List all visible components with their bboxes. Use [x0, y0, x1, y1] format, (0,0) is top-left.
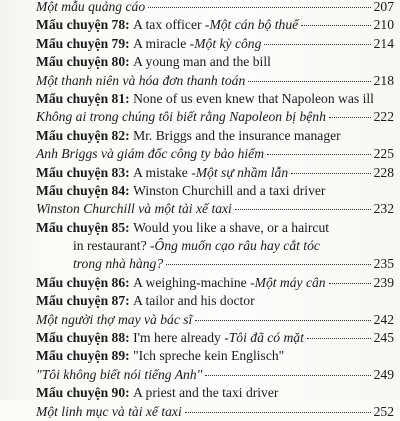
toc-entry[interactable] — [36, 35, 394, 53]
page-number: 222 — [373, 109, 394, 125]
vietnamese-title: Một kỳ công — [194, 35, 262, 51]
toc-line — [36, 347, 394, 365]
toc-line — [36, 35, 394, 53]
english-title: Mr. Briggs and the insurance manager — [133, 127, 341, 143]
story-number-label: Mẩu chuyện 86: — [36, 274, 130, 290]
dot-leader — [195, 319, 370, 321]
toc-line — [36, 200, 394, 218]
vietnamese-title: trong nhà hàng? — [73, 256, 164, 272]
page-number: 210 — [373, 17, 394, 33]
english-title: I'm here already - — [133, 330, 229, 346]
page-number: 228 — [373, 164, 394, 180]
toc-line — [36, 237, 394, 255]
story-number-label: Mẩu chuyện 87: — [36, 293, 130, 309]
dot-leader — [205, 374, 370, 376]
story-number-label: Mẩu chuyện 90: — [36, 385, 130, 401]
page-number: 242 — [373, 311, 394, 327]
toc-entry[interactable] — [36, 164, 394, 182]
toc-line — [36, 219, 394, 237]
toc-line — [36, 108, 394, 126]
toc-line — [36, 255, 394, 273]
page-number: 225 — [373, 146, 394, 162]
vietnamese-title: Winston Churchill và một tài xế taxi — [36, 201, 232, 217]
toc-line — [36, 366, 394, 384]
toc-line — [36, 311, 394, 329]
toc-entry[interactable] — [36, 329, 394, 347]
story-number-label: Mẩu chuyện 79: — [36, 35, 130, 51]
vietnamese-title: Ông muốn cạo râu hay cắt tóc — [154, 238, 320, 254]
toc-entry[interactable] — [36, 0, 394, 16]
toc-line — [36, 403, 394, 421]
toc-line — [36, 127, 394, 145]
page-number: 214 — [373, 35, 394, 51]
toc-line — [36, 329, 394, 347]
toc-line — [36, 145, 394, 163]
toc-line — [36, 274, 394, 292]
toc-entry[interactable] — [36, 53, 394, 90]
dot-leader — [148, 6, 370, 8]
toc-entry[interactable] — [36, 127, 394, 164]
toc-line — [36, 384, 394, 402]
english-title: A tailor and his doctor — [133, 293, 255, 309]
vietnamese-title: Một cán bộ thuế — [209, 17, 299, 33]
vietnamese-title: Một máy cân — [254, 274, 326, 290]
english-title: None of us even knew that Napoleon was ill — [133, 90, 374, 106]
toc-line — [36, 164, 394, 182]
vietnamese-title: Tôi đã có mặt — [228, 330, 304, 346]
english-title: A young man and the bill — [133, 54, 271, 70]
toc-entry[interactable] — [36, 182, 394, 219]
page-number: 249 — [373, 366, 394, 382]
story-number-label: Mẩu chuyện 85: — [36, 219, 130, 235]
vietnamese-title: Một thanh niên và hóa đơn thanh toán — [36, 72, 246, 88]
toc-line — [36, 72, 394, 90]
dot-leader — [307, 337, 371, 339]
dot-leader — [329, 282, 371, 284]
toc-line — [36, 0, 394, 16]
english-title: in restaurant? - — [73, 238, 155, 254]
toc-line — [36, 16, 394, 34]
story-number-label: Mẩu chuyện 78: — [36, 17, 130, 33]
page-number: 252 — [373, 403, 394, 419]
english-title: Winston Churchill and a taxi driver — [133, 182, 326, 198]
toc-entry[interactable] — [36, 347, 394, 384]
vietnamese-title: "Tôi không biết nói tiếng Anh" — [36, 366, 203, 382]
story-number-label: Mẩu chuyện 81: — [36, 90, 130, 106]
toc-entry[interactable] — [36, 384, 394, 421]
dot-leader — [185, 411, 371, 413]
dot-leader — [235, 208, 371, 210]
english-title: A priest and the taxi driver — [133, 385, 279, 401]
toc-line — [36, 53, 394, 71]
toc-entry[interactable] — [36, 219, 394, 274]
vietnamese-title: Một linh mục và tài xế taxi — [36, 403, 182, 419]
english-title: A miracle - — [133, 35, 195, 51]
dot-leader — [329, 116, 371, 118]
page-number: 245 — [373, 330, 394, 346]
dot-leader — [291, 172, 370, 174]
vietnamese-title: Một sự nhầm lẫn — [195, 164, 289, 180]
story-number-label: Mẩu chuyện 82: — [36, 127, 130, 143]
page-number: 239 — [373, 274, 394, 290]
page-number: 207 — [373, 0, 394, 14]
toc-entry[interactable] — [36, 274, 394, 292]
toc-entry[interactable] — [36, 292, 394, 329]
english-title: A mistake - — [133, 164, 196, 180]
toc-line — [36, 292, 394, 310]
dot-leader — [301, 24, 370, 26]
english-title: A weighing-machine - — [133, 274, 255, 290]
toc-entry[interactable] — [36, 90, 394, 127]
page-number: 235 — [373, 256, 394, 272]
dot-leader — [264, 43, 370, 45]
story-number-label: Mẩu chuyện 80: — [36, 54, 130, 70]
story-number-label: Mẩu chuyện 89: — [36, 348, 130, 364]
dot-leader — [166, 263, 370, 265]
dot-leader — [267, 153, 371, 155]
vietnamese-title: Anh Briggs và giám đốc công ty bảo hiểm — [36, 146, 265, 162]
story-number-label: Mẩu chuyện 84: — [36, 182, 130, 198]
vietnamese-title: Không ai trong chúng tôi biết rằng Napoleon bị bệnh — [36, 109, 326, 125]
vietnamese-title: Một người thợ may và bác sĩ — [36, 311, 193, 327]
toc-line — [36, 90, 394, 108]
english-title: A tax officer - — [133, 17, 210, 33]
dot-leader — [248, 80, 370, 82]
story-number-label: Mẩu chuyện 83: — [36, 164, 130, 180]
vietnamese-title: Một mẫu quảng cáo — [36, 0, 146, 14]
page-number: 218 — [373, 72, 394, 88]
toc-entry[interactable] — [36, 16, 394, 34]
table-of-contents — [36, 0, 394, 421]
toc-line — [36, 182, 394, 200]
page-number: 232 — [373, 201, 394, 217]
story-number-label: Mẩu chuyện 88: — [36, 330, 130, 346]
english-title: Would you like a shave, or a haircut — [133, 219, 330, 235]
english-title: "Ich spreche kein Englisch" — [133, 348, 285, 364]
